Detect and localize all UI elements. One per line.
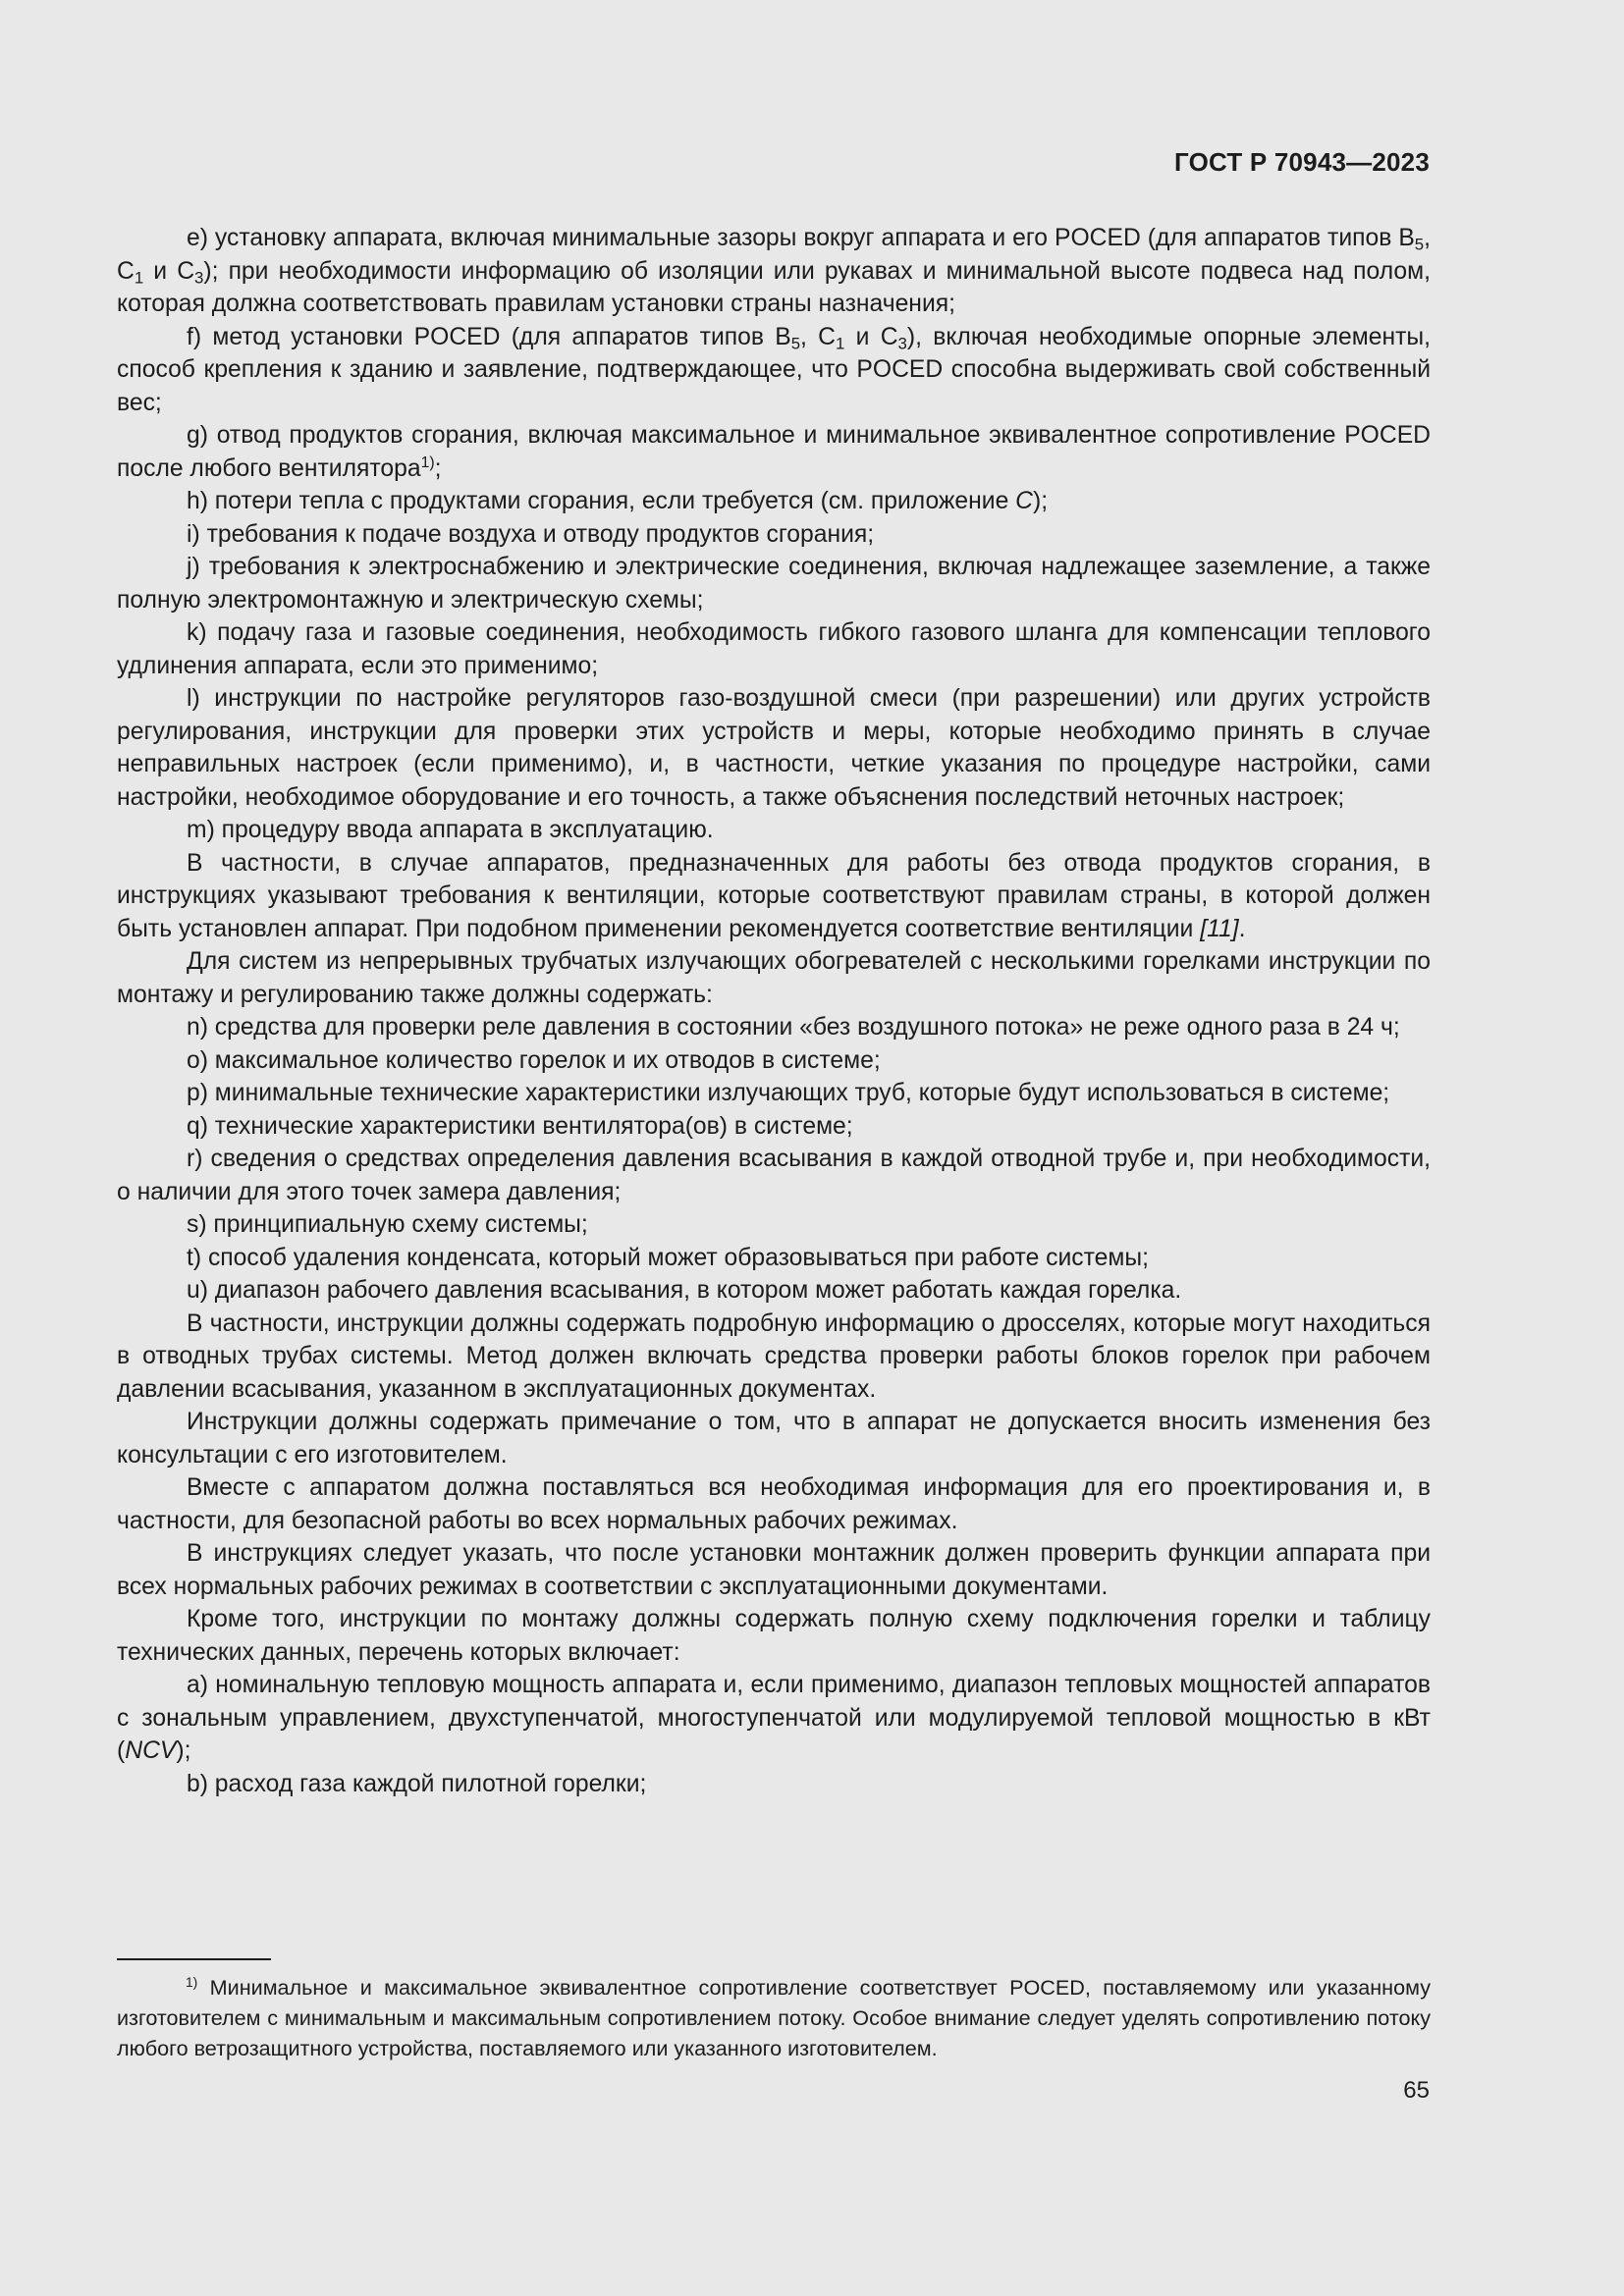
list-item-u: u) диапазон рабочего давления всасывания, в котором может работать каждая горелка. xyxy=(187,1277,1182,1304)
list-item-f: f) метод установки POCED (для аппаратов типов $B_5$, $C_1$ и $C_3$), включая необходимые опорные элементы, способ крепления к зданию и заявление, подтверждающее, что POCED способна выдерживать свой собственный вес; xyxy=(117,323,1431,416)
document-body xyxy=(117,222,1431,1800)
list-item-g: g) отвод продуктов сгорания, включая максимальное и минимальное эквивалентное сопротивление POCED после любого вентилятора$^{1)}$; xyxy=(117,422,1431,482)
list-item-s: s) принципиальную схему системы; xyxy=(187,1211,588,1238)
document-header: ГОСТ Р 70943—2023 xyxy=(1174,147,1430,177)
footnote-ref: 1) xyxy=(420,454,435,471)
paragraph: В частности, инструкции должны содержать подробную информацию о дросселях, которые могут находиться в отводных трубах системы. Метод должен включать средства проверки работы блоков горелок при рабочем давлении всасывания, указанном в эксплуатационных документах. xyxy=(117,1309,1431,1403)
paragraph: Вместе с аппаратом должна поставляться вся необходимая информация для его проектирования и, в частности, для безопасной работы во всех нормальных рабочих режимах. xyxy=(117,1474,1431,1534)
list-item-r: r) сведения о средствах определения давления всасывания в каждой отводной трубе и, при необходимости, о наличии для этого точек замера давления; xyxy=(117,1146,1431,1205)
footnote-text: Минимальное и максимальное эквивалентное сопротивление соответствует POCED, поставляемому или указанному изготовителем с минимальным и максимальным сопротивлением потоку. Особое внимание следует уделять сопротивлению потоку любого ветрозащитного устройства, поставляемого или указанного изготовителем. xyxy=(117,1975,1431,2060)
footnote-divider xyxy=(117,1958,271,1960)
list-item-a: a) номинальную тепловую мощность аппарата и, если применимо, диапазон тепловых мощностей аппаратов с зональным управлением, двухступенчатой, многоступенчатой или модулируемой тепловой мощностью в кВт (NCV); xyxy=(117,1672,1431,1764)
list-item-t: t) способ удаления конденсата, который может образовываться при работе системы; xyxy=(187,1244,1149,1271)
reference: [11] xyxy=(1200,915,1239,942)
paragraph: Кроме того, инструкции по монтажу должны содержать полную схему подключения горелки и таблицу технических данных, перечень которых включает: xyxy=(117,1606,1431,1666)
list-item-e: e) установку аппарата, включая минимальные зазоры вокруг аппарата и его POCED (для аппаратов типов $B_5$, $C_1$ и $C_3$); при необходимости информацию об изоляции или рукавах и минимальной высоте подвеса над полом, которая должна соответствовать правилам установки страны назначения; xyxy=(117,225,1431,317)
list-item-q: q) технические характеристики вентилятора(ов) в системе; xyxy=(187,1112,853,1140)
footnote xyxy=(117,1972,1431,2063)
paragraph: В инструкциях следует указать, что после установки монтажник должен проверить функции аппарата при всех нормальных рабочих режимах в соответствии с эксплуатационными документами. xyxy=(117,1540,1431,1600)
page-number: 65 xyxy=(1403,2077,1430,2104)
list-item-p: p) минимальные технические характеристики излучающих труб, которые будут использоваться в системе; xyxy=(187,1080,1390,1106)
list-item-k: k) подачу газа и газовые соединения, необходимость гибкого газового шланга для компенсации теплового удлинения аппарата, если это применимо; xyxy=(117,619,1431,679)
paragraph: Для систем из непрерывных трубчатых излучающих обогревателей с несколькими горелками инструкции по монтажу и регулированию также должны содержать: xyxy=(117,948,1431,1008)
list-item-b: b) расход газа каждой пилотной горелки; xyxy=(187,1770,647,1797)
list-item-o: o) максимальное количество горелок и их отводов в системе; xyxy=(187,1046,881,1074)
list-item-m: m) процедуру ввода аппарата в эксплуатацию. xyxy=(187,817,714,843)
list-item-l: l) инструкции по настройке регуляторов газо-воздушной смеси (при разрешении) или других устройств регулирования, инструкции для проверки этих устройств и меры, которые необходимо принять в случае неправильных настроек (если применимо), и, в частности, четкие указания по процедуре настройки, сами настройки, необходимое оборудование и его точность, а также объяснения последствий неточных настроек; xyxy=(117,685,1431,811)
list-item-h: h) потери тепла с продуктами сгорания, если требуется (см. приложение С); xyxy=(187,488,1049,514)
footnote-marker: 1) xyxy=(186,1973,198,1990)
list-item-j: j) требования к электроснабжению и электрические соединения, включая надлежащее заземление, а также полную электромонтажную и электрическую схемы; xyxy=(117,554,1431,614)
paragraph: Инструкции должны содержать примечание о том, что в аппарат не допускается вносить изменения без консультации с его изготовителем. xyxy=(117,1409,1431,1468)
list-item-n: n) средства для проверки реле давления в состоянии «без воздушного потока» не реже одного раза в 24 ч; xyxy=(187,1014,1400,1041)
paragraph: В частности, в случае аппаратов, предназначенных для работы без отвода продуктов сгорания, в инструкциях указывают требования к вентиляции, которые соответствуют правилам страны, в которой должен быть установлен аппарат. При подобном применении рекомендуется соответствие вентиляции [11]. xyxy=(117,849,1431,942)
list-item-i: i) требования к подаче воздуха и отводу продуктов сгорания; xyxy=(187,520,875,548)
